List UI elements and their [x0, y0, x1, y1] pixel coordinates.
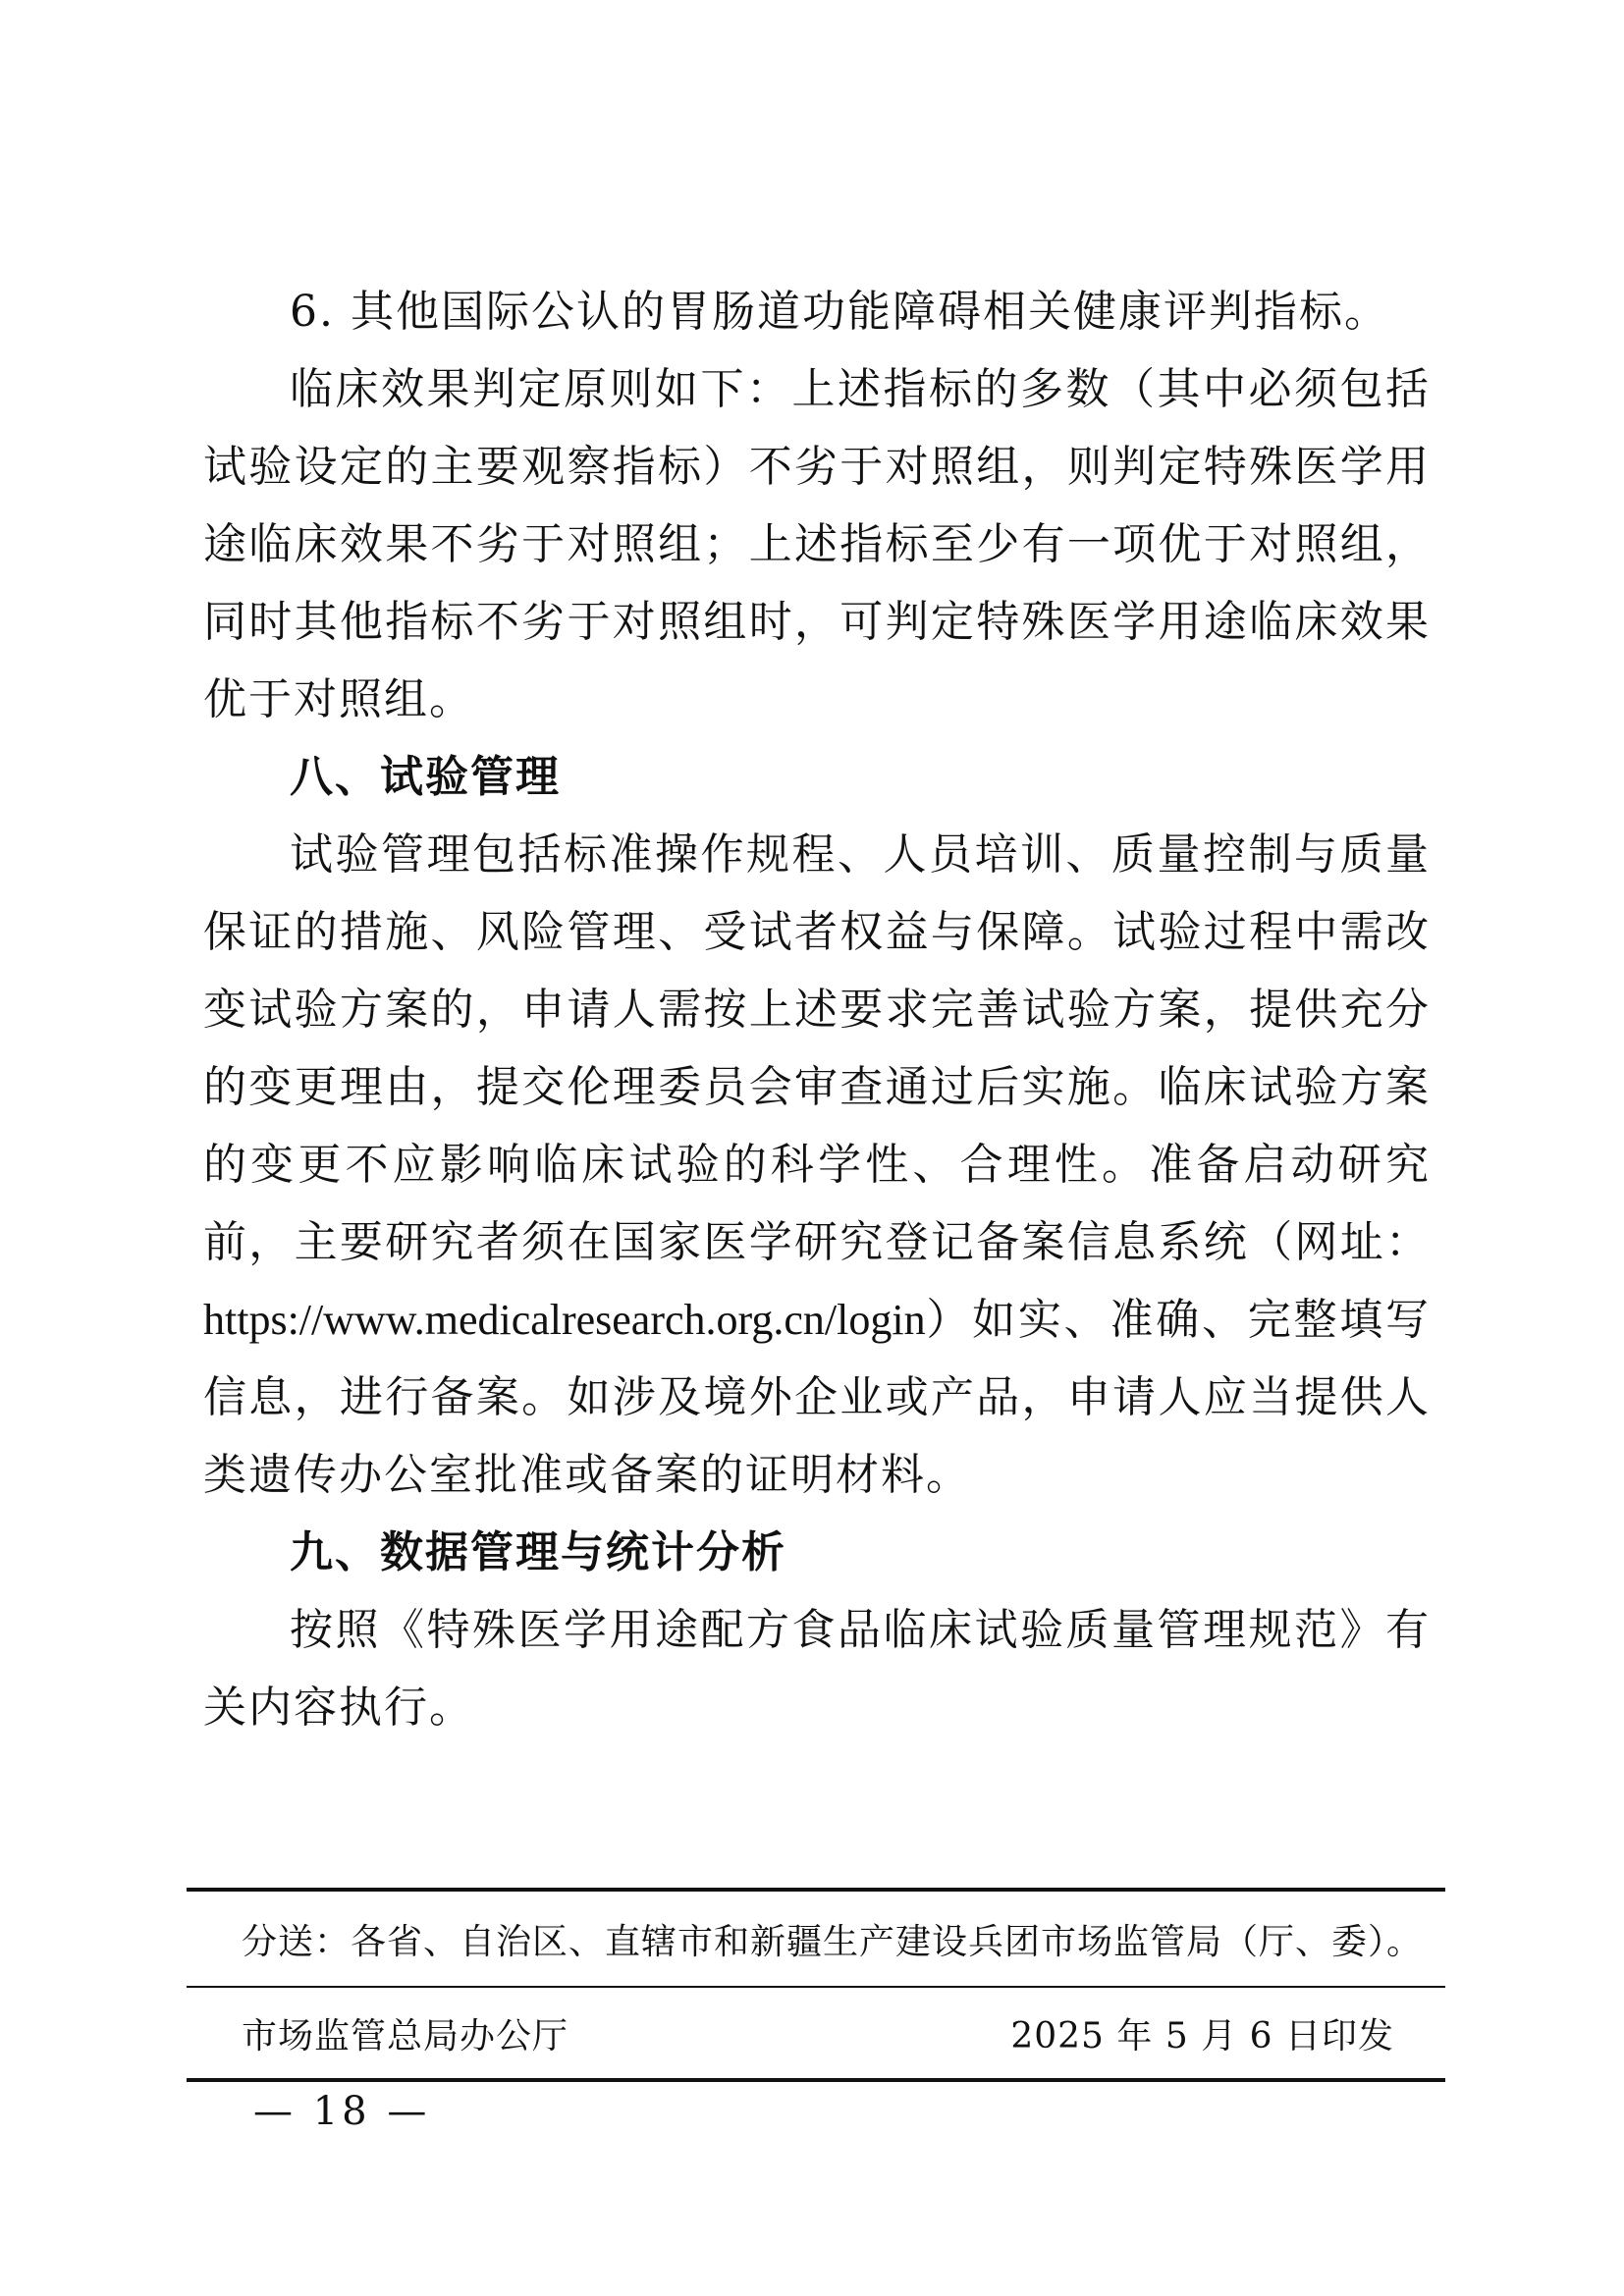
footer-bottom-rule	[187, 2078, 1445, 2082]
document-body	[203, 273, 1431, 1746]
issue-date: 2025 年 5 月 6 日印发	[1010, 2015, 1394, 2056]
paragraph-trial-management-text: 试验管理包括标准操作规程、人员培训、质量控制与质量保证的措施、风险管理、受试者权益与保障。试验过程中需改变试验方案的，申请人需按上述要求完善试验方案，提供充分的变更理由，提交伦理委员会审查通过后实施。临床试验方案的变更不应影响临床试验的科学性、合理性。准备启动研究前，主要研究者须在国家医学研究登记备案信息系统（网址：	[203, 829, 1431, 1267]
paragraph-trial-management	[203, 816, 1431, 1514]
paragraph-data-management: 按照《特殊医学用途配方食品临床试验质量管理规范》有关内容执行。	[203, 1605, 1431, 1733]
section-heading-data-management: 九、数据管理与统计分析	[290, 1527, 786, 1577]
document-footer	[187, 1888, 1445, 2082]
paragraph-clinical-effect-principle: 临床效果判定原则如下：上述指标的多数（其中必须包括试验设定的主要观察指标）不劣于对照组，则判定特殊医学用途临床效果不劣于对照组；上述指标至少有一项优于对照组，同时其他指标不劣于对照组时，可判定特殊医学用途临床效果优于对照组。	[203, 364, 1431, 724]
paragraph-indicator-6: 6. 其他国际公认的胃肠道功能障碍相关健康评判指标。	[290, 287, 1389, 337]
registration-url-link[interactable]: https://www.medicalresearch.org.cn/login	[203, 1296, 926, 1344]
paragraph-trial-management-rest: ）如实、准确、完整填写信息，进行备案。如涉及境外企业或产品，申请人应当提供人类遗传办公室批准或备案的证明材料。	[203, 1295, 1431, 1500]
section-heading-trial-management: 八、试验管理	[290, 752, 561, 802]
distribution-line: 分送：各省、自治区、直辖市和新疆生产建设兵团市场监管局（厅、委）。	[242, 1921, 1424, 1962]
page-number: — 18 —	[253, 2089, 431, 2134]
issuer-name: 市场监管总局办公厅	[242, 2015, 569, 2056]
issuer-row	[187, 1988, 1445, 2078]
